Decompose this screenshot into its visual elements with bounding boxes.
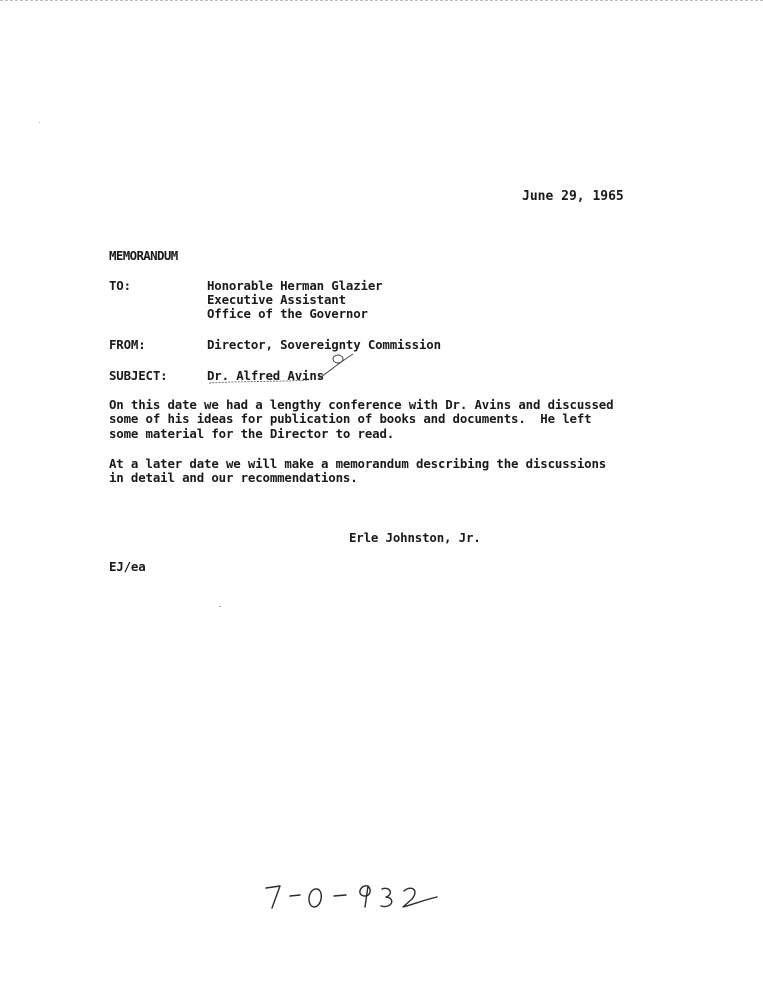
to-recipient-office: Office of the Governor	[207, 306, 368, 321]
to-recipient-name: Honorable Herman Glazier	[207, 278, 383, 293]
from-label: FROM:	[109, 337, 146, 352]
paragraph2-line1: At a later date we will make a memorandum describing the discussions	[109, 456, 607, 471]
memo-date: June 29, 1965	[522, 189, 624, 204]
typist-initials: EJ/ea	[109, 559, 146, 574]
paragraph1-line3: some material for the Director to read.	[109, 426, 395, 441]
from-value: Director, Sovereignty Commission	[207, 337, 441, 352]
to-recipient-title: Executive Assistant	[207, 292, 346, 307]
memo-heading: MEMORANDUM	[109, 248, 178, 263]
handwritten-file-number	[262, 874, 452, 914]
paper-speck	[39, 122, 40, 123]
paragraph1-line1: On this date we had a lengthy conference with Dr. Avins and discussed	[109, 397, 614, 412]
paragraph1-line2: some of his ideas for publication of books and documents. He left	[109, 411, 592, 426]
signature-line: Erle Johnston, Jr.	[349, 530, 481, 545]
subject-value: Dr. Alfred Avins	[207, 368, 324, 383]
to-label: TO:	[109, 278, 131, 293]
paragraph2-line2: in detail and our recommendations.	[109, 470, 358, 485]
subject-label: SUBJECT:	[109, 368, 168, 383]
paper-speck	[219, 606, 221, 607]
